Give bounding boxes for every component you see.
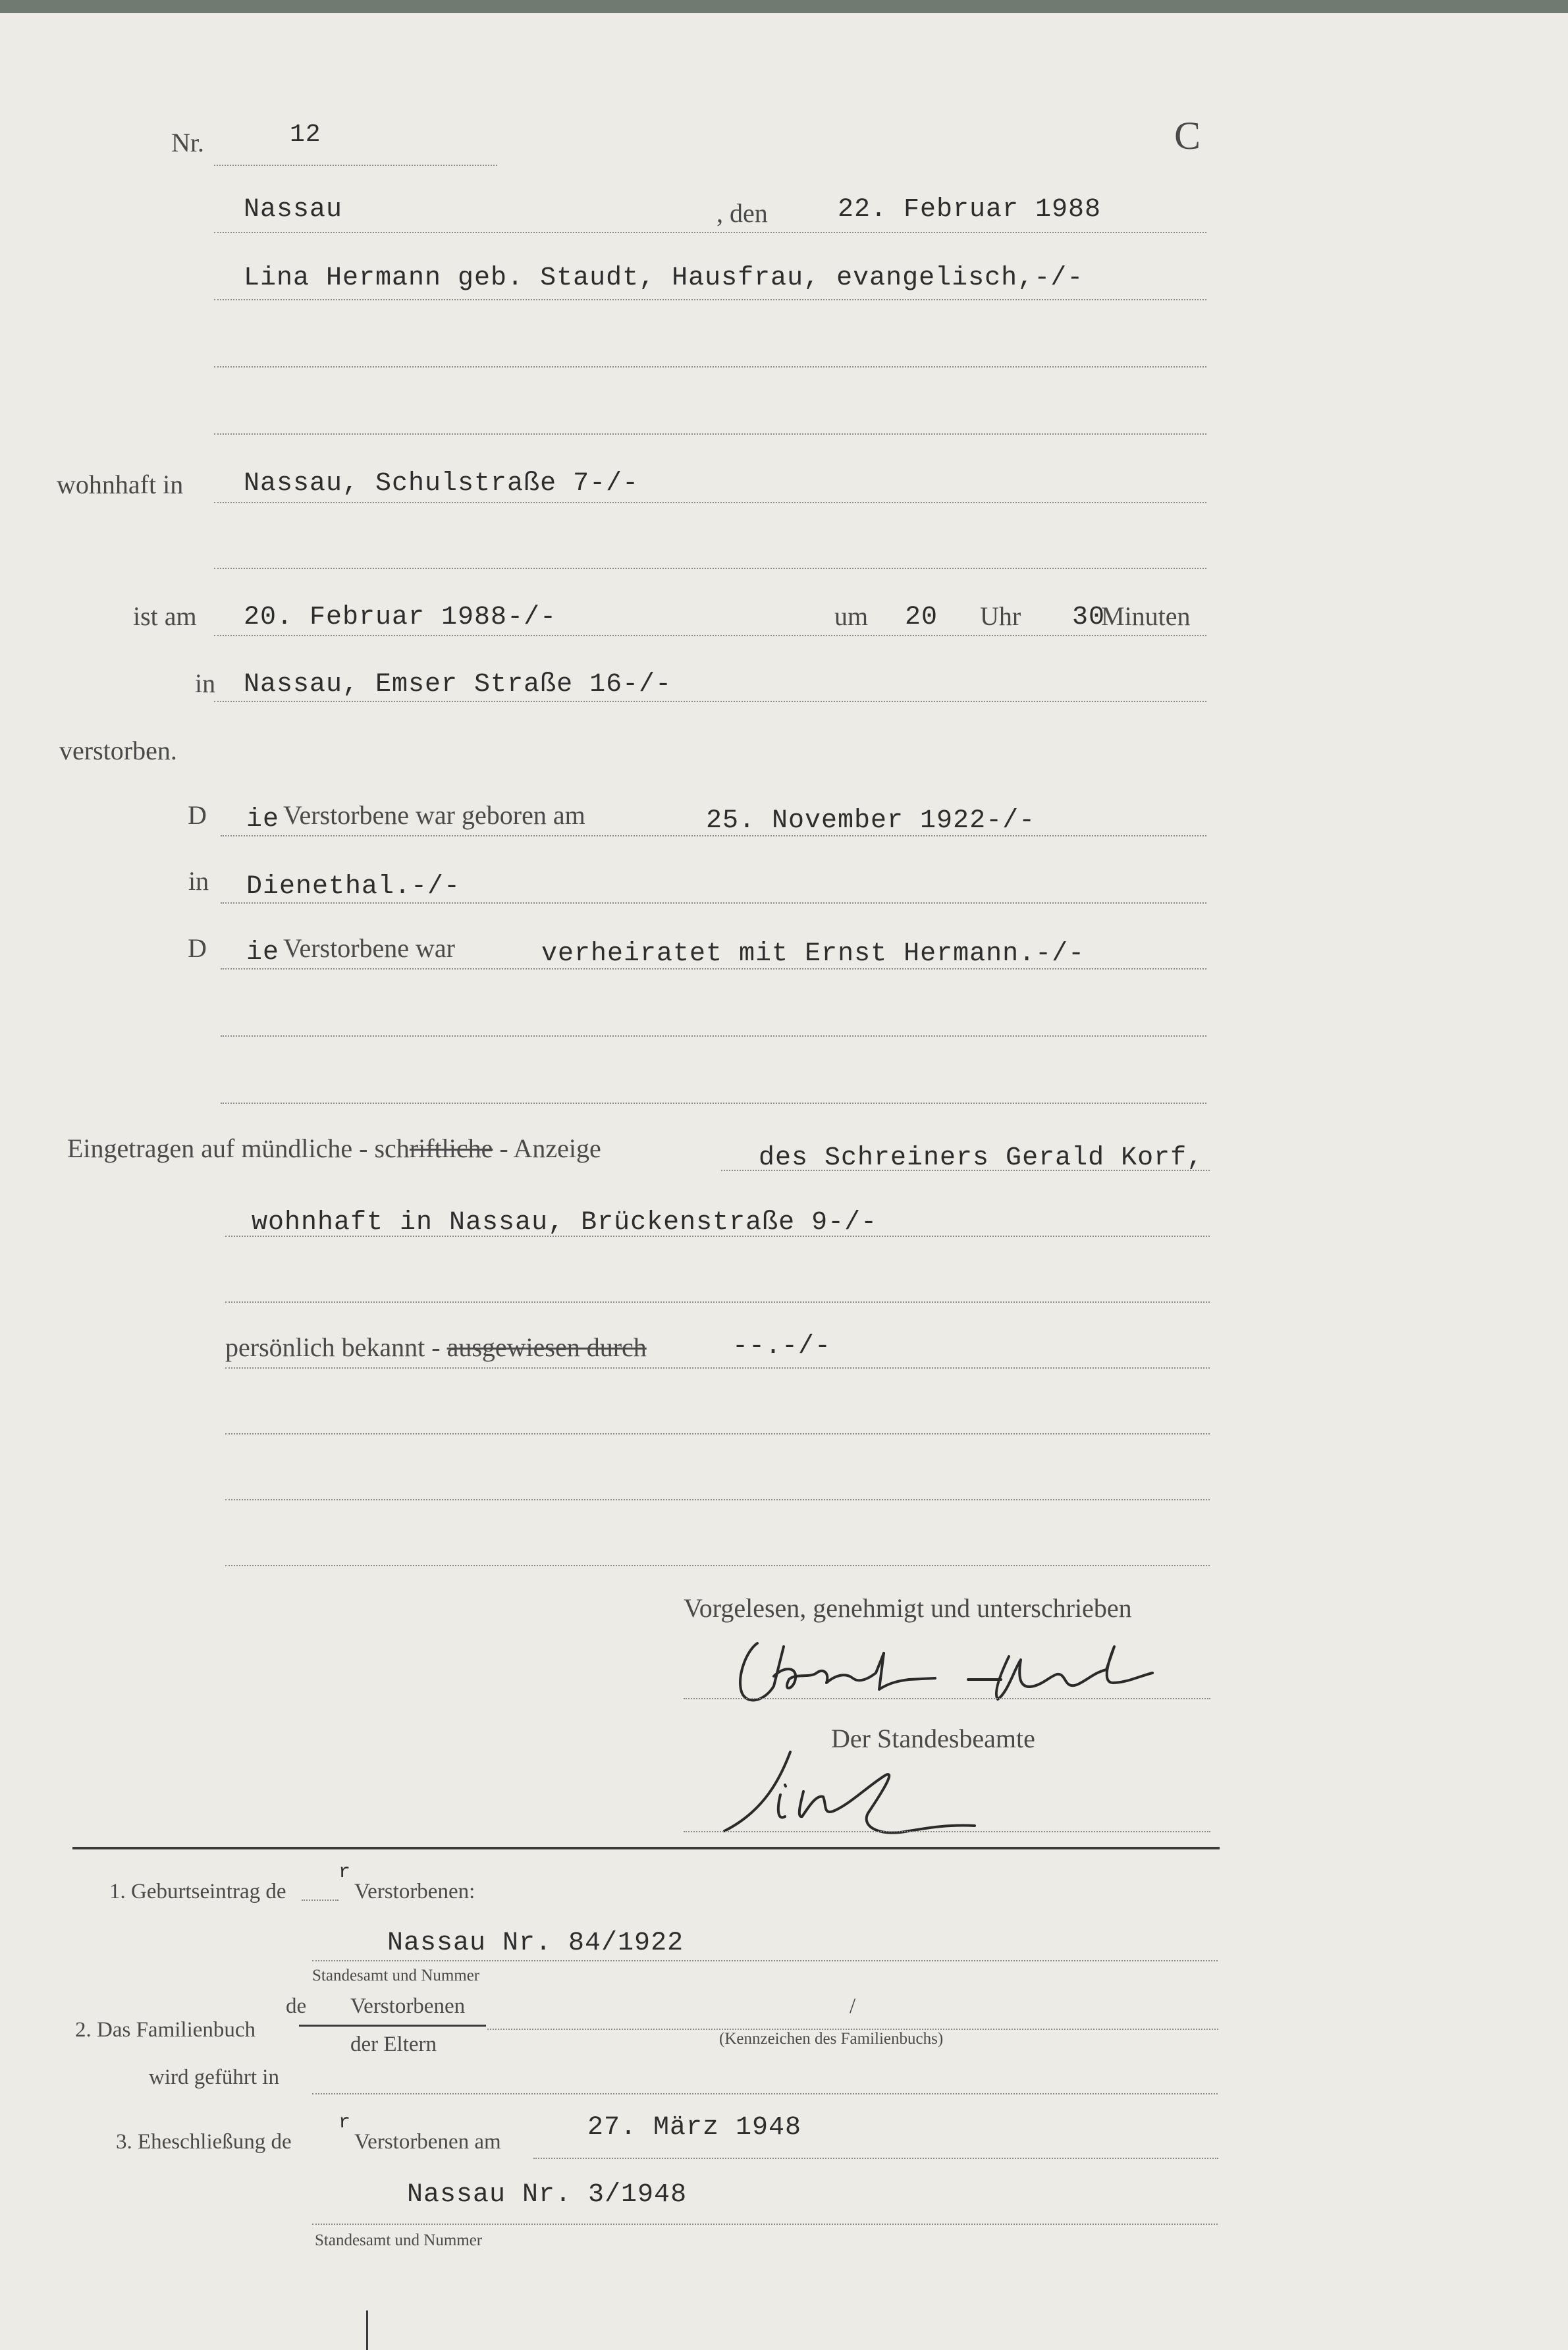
known-label: persönlich bekannt - xyxy=(225,1332,447,1362)
married-value: verheiratet mit Ernst Hermann.-/- xyxy=(541,939,1085,969)
married-d: D xyxy=(188,933,207,963)
family-caption: (Kennzeichen des Familienbuchs) xyxy=(719,2030,944,2048)
informant-label-start: Eingetragen auf mündliche - sch xyxy=(67,1134,410,1163)
verstorben-label: verstorben. xyxy=(59,736,177,765)
line-known xyxy=(225,1367,1210,1369)
marriage-caption: Standesamt und Nummer xyxy=(315,2231,483,2249)
died-on-label: ist am xyxy=(133,601,197,631)
married-label: Verstorbene war xyxy=(283,933,455,963)
known-struck: ausgewiesen durch xyxy=(446,1332,647,1362)
born-place: Dienethal.-/- xyxy=(246,872,461,902)
line-family-kept xyxy=(312,2093,1218,2094)
family-slash: / xyxy=(850,1994,856,2018)
top-edge-band xyxy=(0,0,1568,13)
birth-label: 1. Geburtseintrag de xyxy=(109,1880,286,1903)
line-blank-5 xyxy=(221,1103,1206,1104)
marriage-label: 3. Eheschließung de xyxy=(116,2130,292,2154)
family-opt1: Verstorbenen xyxy=(350,1994,466,2018)
informant-label-end: - Anzeige xyxy=(493,1134,601,1163)
family-de: de xyxy=(286,1994,307,2018)
entry-date: 22. Februar 1988 xyxy=(838,195,1102,225)
line-blank-2 xyxy=(214,433,1206,435)
known-label-row xyxy=(225,1332,647,1363)
read-approved-label: Vorgelesen, genehmigt und unterschrieben xyxy=(684,1593,1132,1623)
informant-value-1: des Schreiners Gerald Korf, xyxy=(759,1143,1204,1173)
registrar-label: Der Standesbeamte xyxy=(831,1724,1035,1753)
time-um: um xyxy=(834,601,869,631)
marriage-date: 27. März 1948 xyxy=(587,2113,802,2143)
line-informant-1 xyxy=(721,1170,1210,1171)
birth-after: Verstorbenen: xyxy=(354,1880,475,1903)
line-blank-8 xyxy=(225,1499,1210,1500)
entry-place: Nassau xyxy=(244,195,343,225)
born-in-label: in xyxy=(188,866,209,896)
line-place xyxy=(214,232,1206,233)
registrar-signature xyxy=(711,1739,988,1851)
birth-label-row xyxy=(109,1880,286,1904)
line-born xyxy=(221,835,1206,836)
line-registrar-signature xyxy=(684,1831,1210,1832)
informant-label xyxy=(67,1133,601,1164)
line-residence xyxy=(214,502,1206,503)
line-blank-6 xyxy=(225,1301,1210,1303)
nr-label: Nr. xyxy=(171,128,204,157)
nr-value: 12 xyxy=(290,121,321,149)
deceased-person: Lina Hermann geb. Staudt, Hausfrau, evangelisch,-/- xyxy=(244,263,1084,293)
married-ie: ie xyxy=(246,938,280,968)
line-blank-1 xyxy=(214,366,1206,368)
line-died-on xyxy=(214,635,1206,636)
death-place-label: in xyxy=(195,669,216,698)
family-kept-label: wird geführt in xyxy=(149,2065,279,2089)
line-marriage-date xyxy=(533,2158,1218,2159)
line-blank-7 xyxy=(225,1433,1210,1435)
informant-signature xyxy=(711,1627,1172,1712)
birth-value: Nassau Nr. 84/1922 xyxy=(387,1928,684,1958)
time-min: 30 xyxy=(1072,603,1106,632)
death-place-value: Nassau, Emser Straße 16-/- xyxy=(244,670,672,699)
time-hour: 20 xyxy=(905,603,938,632)
time-minuten: Minuten xyxy=(1101,601,1191,631)
line-death-place xyxy=(214,701,1206,702)
section-rule xyxy=(72,1847,1220,1849)
bottom-tick xyxy=(366,2310,368,2350)
birth-caption: Standesamt und Nummer xyxy=(312,1967,480,1984)
residence-label: wohnhaft in xyxy=(57,470,184,499)
family-opt2: der Eltern xyxy=(350,2033,437,2056)
residence-value: Nassau, Schulstraße 7-/- xyxy=(244,469,639,499)
birth-suffix-line xyxy=(302,1899,338,1901)
line-person xyxy=(214,299,1206,300)
born-date: 25. November 1922-/- xyxy=(706,806,1036,836)
informant-value-2: wohnhaft in Nassau, Brückenstraße 9-/- xyxy=(252,1208,878,1238)
line-marriage xyxy=(312,2224,1218,2225)
document-page xyxy=(0,13,1568,2350)
born-label: Verstorbene war geboren am xyxy=(283,800,585,830)
marriage-after: Verstorbenen am xyxy=(354,2130,501,2154)
date-label: , den xyxy=(716,198,768,228)
form-letter: C xyxy=(1174,114,1201,157)
nr-line xyxy=(214,165,497,166)
born-ie: ie xyxy=(246,805,280,834)
line-married xyxy=(221,968,1206,970)
marriage-suffix: r xyxy=(338,2112,352,2134)
line-blank-3 xyxy=(214,568,1206,569)
born-d: D xyxy=(188,800,207,830)
line-informant-2 xyxy=(225,1236,1210,1237)
line-birth xyxy=(312,1960,1218,1961)
time-uhr: Uhr xyxy=(980,601,1021,631)
informant-label-struck: riftliche xyxy=(409,1134,493,1163)
family-bracket-line xyxy=(299,2025,486,2027)
known-value: --.-/- xyxy=(732,1332,832,1361)
line-blank-4 xyxy=(221,1035,1206,1037)
birth-suffix: r xyxy=(338,1861,352,1884)
marriage-value: Nassau Nr. 3/1948 xyxy=(407,2180,688,2210)
line-blank-9 xyxy=(225,1565,1210,1566)
died-on-value: 20. Februar 1988-/- xyxy=(244,603,557,632)
line-born-place xyxy=(221,902,1206,904)
family-label: 2. Das Familienbuch xyxy=(75,2018,256,2042)
line-informant-signature xyxy=(684,1698,1210,1699)
